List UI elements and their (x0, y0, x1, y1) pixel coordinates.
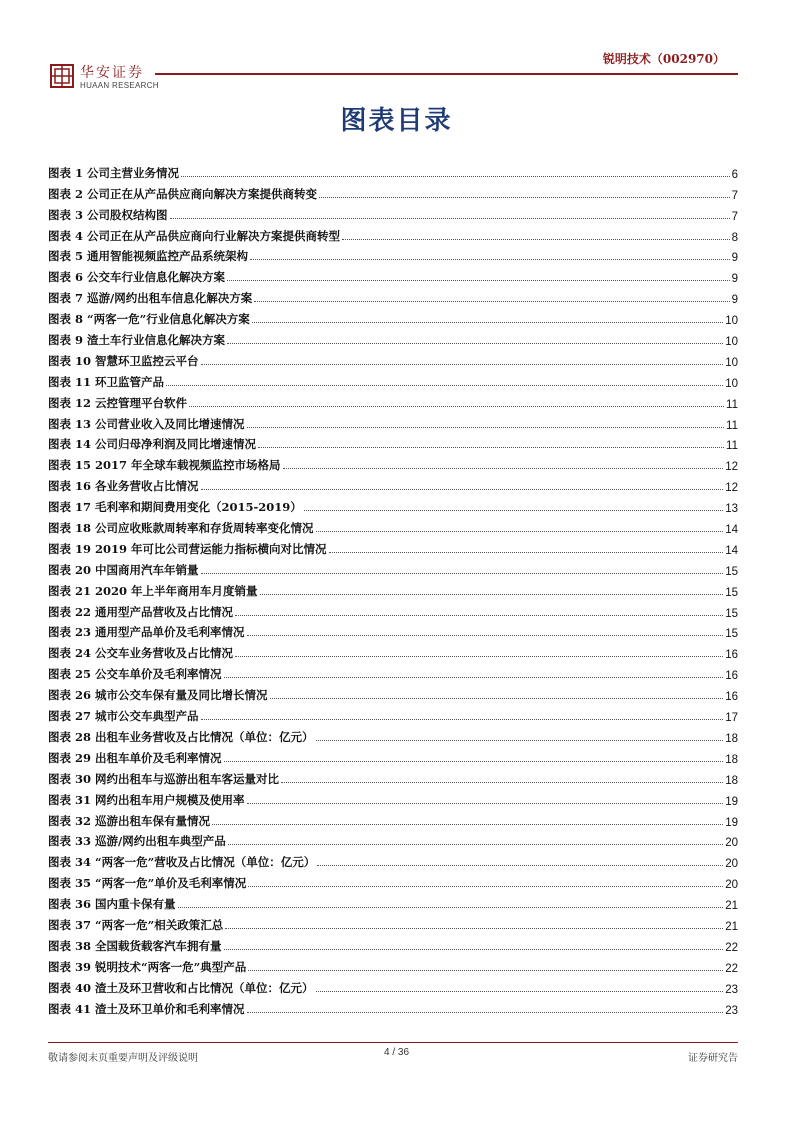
toc-dot-leader (247, 803, 724, 804)
toc-entry-label: 图表 33 巡游/网约出租车典型产品 (48, 834, 226, 849)
toc-entry-label: 图表 31 网约出租车用户规模及使用率 (48, 792, 245, 807)
toc-dot-leader (181, 176, 730, 177)
toc-entry-page: 18 (725, 732, 738, 745)
toc-entry[interactable] (48, 787, 738, 808)
toc-entry[interactable] (48, 327, 738, 348)
toc-dot-leader (258, 447, 724, 448)
toc-dot-leader (201, 364, 724, 365)
toc-entry-label: 图表 28 出租车业务营收及占比情况（单位：亿元） (48, 729, 314, 744)
toc-entry-label: 图表 32 巡游出租车保有量情况 (48, 813, 211, 828)
toc-dot-leader (319, 197, 730, 198)
toc-entry-page: 15 (725, 565, 738, 578)
toc-entry-page: 15 (725, 586, 738, 599)
toc-dot-leader (260, 594, 724, 595)
toc-entry-page: 10 (725, 356, 738, 369)
toc-dot-leader (201, 719, 724, 720)
toc-dot-leader (248, 970, 723, 971)
toc-dot-leader (178, 907, 724, 908)
toc-entry-label: 图表 19 2019 年可比公司营运能力指标横向对比情况 (48, 541, 327, 556)
toc-entry[interactable] (48, 891, 738, 912)
toc-entry-page: 14 (725, 524, 738, 537)
toc-entry-label: 图表 38 全国载货载客汽车拥有量 (48, 938, 222, 953)
toc-entry-label: 图表 7 巡游/网约出租车信息化解决方案 (48, 291, 253, 306)
toc-entry-page: 10 (725, 336, 738, 349)
toc-entry[interactable] (48, 912, 738, 933)
toc-entry-label: 图表 15 2017 年全球车载视频监控市场格局 (48, 458, 281, 473)
toc-entry-label: 图表 11 环卫监管产品 (48, 374, 165, 389)
toc-dot-leader (252, 322, 723, 323)
toc-entry-page: 11 (726, 398, 738, 411)
toc-dot-leader (235, 656, 723, 657)
toc-dot-leader (250, 259, 730, 260)
toc-entry[interactable] (48, 578, 738, 599)
toc-entry[interactable] (48, 682, 738, 703)
toc-entry-page: 7 (731, 189, 738, 202)
toc-entry[interactable] (48, 870, 738, 891)
toc-entry[interactable] (48, 306, 738, 327)
toc-dot-leader (170, 218, 730, 219)
toc-dot-leader (283, 468, 724, 469)
toc-entry-label: 图表 25 公交车单价及毛利率情况 (48, 667, 222, 682)
toc-entry-page: 15 (725, 607, 738, 620)
toc-entry-label: 图表 37 “两客一危”相关政策汇总 (48, 917, 224, 932)
toc-entry-label: 图表 36 国内重卡保有量 (48, 897, 176, 912)
toc-entry-page: 19 (725, 816, 738, 829)
report-type: 证券研究告 (688, 1053, 738, 1064)
toc-entry-label: 图表 1 公司主营业务情况 (48, 165, 180, 180)
toc-entry-page: 12 (725, 482, 738, 495)
toc-entry-label: 图表 24 公交车业务营收及占比情况 (48, 646, 234, 661)
toc-entry-page: 6 (731, 168, 738, 181)
toc-entry-label: 图表 5 通用智能视频监控产品系统架构 (48, 249, 249, 264)
toc-entry-label: 图表 27 城市公交车典型产品 (48, 709, 199, 724)
toc-dot-leader (166, 385, 723, 386)
toc-entry[interactable] (48, 661, 738, 682)
toc-entry[interactable] (48, 703, 738, 724)
toc-entry-label: 图表 40 渣土及环卫营收和占比情况（单位：亿元） (48, 980, 314, 995)
toc-entry[interactable] (48, 933, 738, 954)
toc-entry[interactable] (48, 829, 738, 850)
page-header (0, 0, 793, 100)
toc-entry-label: 图表 21 2020 年上半年商用车月度销量 (48, 583, 258, 598)
toc-entry[interactable] (48, 515, 738, 536)
toc-entry-page: 10 (725, 315, 738, 328)
toc-dot-leader (270, 698, 724, 699)
toc-entry-page: 23 (725, 983, 738, 996)
toc-entry-label: 图表 17 毛利率和期间费用变化（2015-2019） (48, 500, 302, 515)
toc-dot-leader (212, 824, 723, 825)
logo-english-name: HUAAN RESEARCH (80, 81, 159, 90)
toc-dot-leader (201, 489, 724, 490)
toc-entry-label: 图表 16 各业务营收占比情况 (48, 479, 199, 494)
toc-entry-label: 图表 12 云控管理平台软件 (48, 395, 188, 410)
toc-entry[interactable] (48, 432, 738, 453)
toc-entry[interactable] (48, 745, 738, 766)
toc-entry[interactable] (48, 975, 738, 996)
toc-entry-page: 17 (725, 712, 738, 725)
footer-disclaimer: 敬请参阅末页重要声明及评级说明 (48, 1053, 198, 1064)
toc-entry-page: 23 (725, 1004, 738, 1017)
toc-entry[interactable] (48, 285, 738, 306)
toc-entry-label: 图表 23 通用型产品单价及毛利率情况 (48, 625, 245, 640)
toc-entry-label: 图表 8 “两客一危”行业信息化解决方案 (48, 312, 250, 327)
toc-entry[interactable] (48, 766, 738, 787)
toc-entry-label: 图表 41 渣土及环卫单价和毛利率情况 (48, 1001, 245, 1016)
toc-entry-label: 图表 13 公司营业收入及同比增速情况 (48, 416, 245, 431)
toc-entry-label: 图表 18 公司应收账款周转率和存货周转率变化情况 (48, 521, 314, 536)
toc-dot-leader (316, 531, 724, 532)
toc-entry[interactable] (48, 452, 738, 473)
toc-dot-leader (235, 615, 723, 616)
toc-entry[interactable] (48, 348, 738, 369)
toc-entry-page: 13 (725, 503, 738, 516)
toc-entry[interactable] (48, 599, 738, 620)
company-code: 锐明技术（002970） (602, 52, 725, 66)
toc-entry[interactable] (48, 996, 738, 1017)
toc-entry-page: 11 (726, 440, 738, 453)
toc-dot-leader (224, 677, 724, 678)
toc-dot-leader (227, 280, 730, 281)
toc-dot-leader (247, 635, 724, 636)
huaan-logo-icon (50, 64, 74, 88)
toc-entry-page: 9 (731, 252, 738, 265)
toc-entry-page: 20 (725, 837, 738, 850)
toc-entry[interactable] (48, 369, 738, 390)
toc-entry[interactable] (48, 724, 738, 745)
toc-entry-page: 8 (731, 231, 738, 244)
toc-entry-page: 21 (725, 900, 738, 913)
page-indicator: 4 / 36 (383, 1047, 410, 1058)
toc-entry-page: 12 (725, 461, 738, 474)
toc-dot-leader (329, 552, 724, 553)
toc-entry-label: 图表 14 公司归母净利润及同比增速情况 (48, 437, 257, 452)
toc-entry-page: 20 (725, 879, 738, 892)
toc-entry[interactable] (48, 640, 738, 661)
toc-entry-label: 图表 3 公司股权结构图 (48, 207, 168, 222)
toc-entry[interactable] (48, 494, 738, 515)
toc-entry[interactable] (48, 244, 738, 265)
toc-dot-leader (227, 343, 723, 344)
toc-entry-page: 11 (726, 419, 738, 432)
toc-dot-leader (316, 740, 724, 741)
toc-dot-leader (201, 573, 724, 574)
toc-entry-page: 22 (725, 941, 738, 954)
page-title: 图表目录 (340, 106, 453, 136)
toc-entry[interactable] (48, 808, 738, 829)
toc-entry-label: 图表 35 “两客一危”单价及毛利率情况 (48, 876, 247, 891)
toc-entry-label: 图表 26 城市公交车保有量及同比增长情况 (48, 688, 268, 703)
toc-dot-leader (248, 886, 723, 887)
toc-dot-leader (342, 239, 730, 240)
logo-chinese-name: 华安证券 (80, 65, 144, 81)
toc-entry[interactable] (48, 390, 738, 411)
toc-dot-leader (317, 865, 723, 866)
toc-entry-page: 15 (725, 628, 738, 641)
toc-dot-leader (304, 510, 723, 511)
toc-dot-leader (189, 406, 724, 407)
toc-entry-page: 16 (725, 691, 738, 704)
toc-entry-label: 图表 9 渣土车行业信息化解决方案 (48, 333, 226, 348)
table-of-figures (48, 160, 738, 1017)
toc-dot-leader (225, 928, 723, 929)
toc-entry-label: 图表 29 出租车单价及毛利率情况 (48, 750, 222, 765)
toc-entry-page: 16 (725, 670, 738, 683)
toc-entry-page: 19 (725, 795, 738, 808)
toc-entry-label: 图表 22 通用型产品营收及占比情况 (48, 604, 234, 619)
toc-entry-label: 图表 34 “两客一危”营收及占比情况（单位：亿元） (48, 855, 316, 870)
toc-dot-leader (247, 1012, 724, 1013)
toc-entry-page: 7 (731, 210, 738, 223)
toc-entry-label: 图表 2 公司正在从产品供应商向解决方案提供商转变 (48, 186, 318, 201)
toc-entry[interactable] (48, 181, 738, 202)
toc-entry[interactable] (48, 160, 738, 181)
toc-entry-label: 图表 4 公司正在从产品供应商向行业解决方案提供商转型 (48, 228, 341, 243)
toc-dot-leader (254, 301, 729, 302)
toc-entry-page: 16 (725, 649, 738, 662)
toc-entry-page: 9 (731, 273, 738, 286)
toc-entry[interactable] (48, 620, 738, 641)
header-divider (155, 73, 738, 75)
toc-entry[interactable] (48, 264, 738, 285)
toc-dot-leader (316, 991, 724, 992)
toc-entry-page: 18 (725, 774, 738, 787)
toc-entry[interactable] (48, 473, 738, 494)
toc-entry-page: 21 (725, 920, 738, 933)
toc-entry[interactable] (48, 849, 738, 870)
toc-dot-leader (228, 844, 723, 845)
toc-dot-leader (281, 782, 723, 783)
toc-entry-page: 14 (725, 544, 738, 557)
toc-entry-page: 9 (731, 294, 738, 307)
toc-entry[interactable] (48, 223, 738, 244)
toc-entry-label: 图表 20 中国商用汽车年销量 (48, 562, 199, 577)
toc-entry[interactable] (48, 411, 738, 432)
toc-entry-page: 20 (725, 858, 738, 871)
toc-entry[interactable] (48, 202, 738, 223)
toc-entry-page: 22 (725, 962, 738, 975)
toc-entry[interactable] (48, 536, 738, 557)
toc-entry-label: 图表 10 智慧环卫监控云平台 (48, 353, 199, 368)
toc-entry-label: 图表 6 公交车行业信息化解决方案 (48, 270, 226, 285)
toc-entry[interactable] (48, 954, 738, 975)
toc-dot-leader (224, 761, 724, 762)
toc-entry[interactable] (48, 557, 738, 578)
toc-dot-leader (247, 427, 725, 428)
toc-dot-leader (224, 949, 724, 950)
toc-entry-label: 图表 39 锐明技术“两客一危”典型产品 (48, 959, 247, 974)
footer-divider (48, 1042, 738, 1043)
toc-entry-page: 18 (725, 753, 738, 766)
toc-entry-label: 图表 30 网约出租车与巡游出租车客运量对比 (48, 771, 280, 786)
toc-entry-page: 10 (725, 377, 738, 390)
